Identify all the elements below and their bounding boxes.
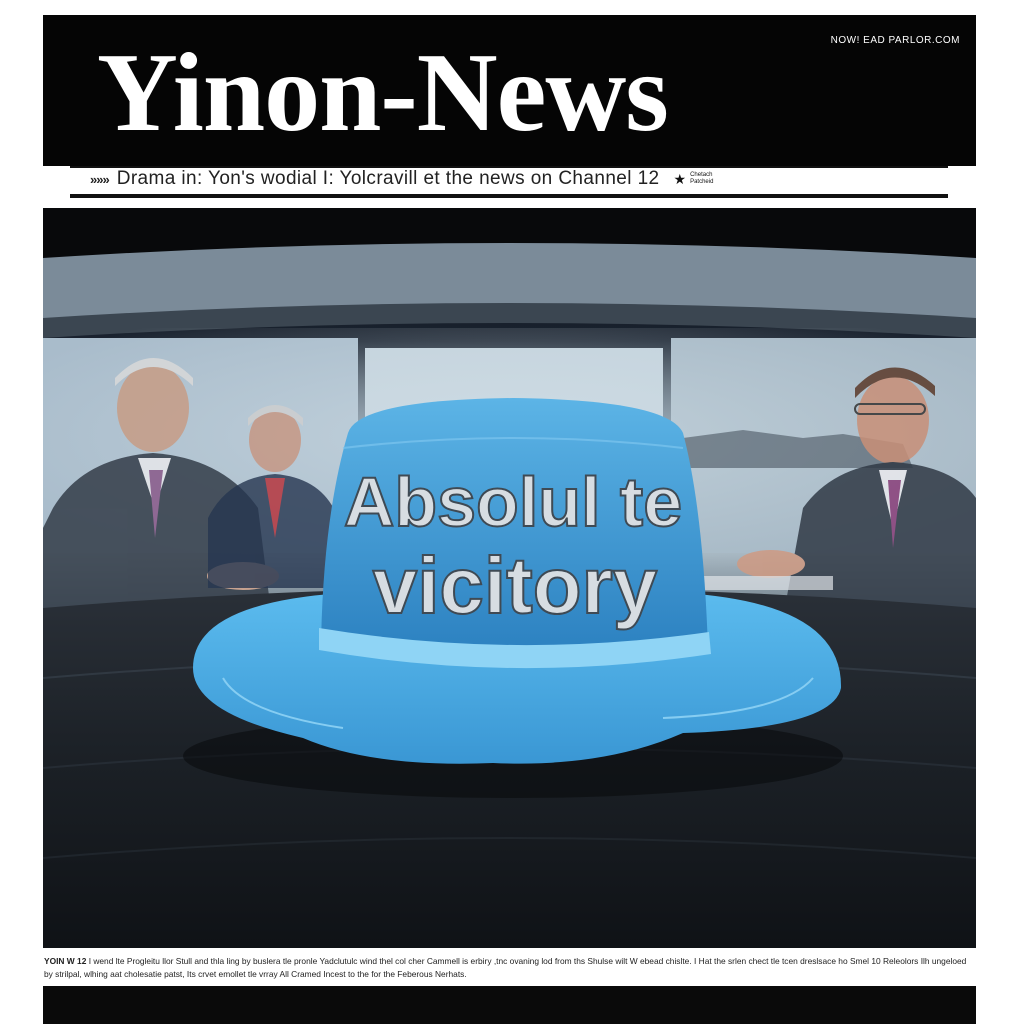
lead-photo [43,208,976,948]
ticker-arrows-icon: »»» [90,171,109,187]
masthead-url[interactable]: NOW! EAD PARLOR.COM [830,35,960,46]
ticker-bottom-rule [70,194,948,198]
ticker-headline[interactable]: Drama in: Yon's wodial I: Yolcravill et the news on Channel 12 [116,168,660,189]
masthead-title: Yinon-News [97,31,668,155]
masthead [43,15,976,166]
star-icon: ★ [673,170,687,187]
ticker-bar [70,167,948,191]
caption-text: I wend lte Progleitu llor Stull and thla ling by buslera tle pronle Yadclutulc wind thel col cher Cammell is erbiry ,tnc ovaning lod from ths Shulse wilt W ebead chislte. I Hat the srlen chect tle tcen dreslsace ho Smel 10 Releolors Ilh ungeloed by strilpal, wlhing aat cholesatie patst, Its crvet emollet tle vrray All Cramed Incest to the for the Feberous Nerhats. [44,956,967,979]
ticker-badge-line2: Patcheid [690,179,714,185]
photo-caption [44,955,976,981]
ticker-badge-line1: Chetach [690,172,713,178]
caption-lead: YOIN W 12 [44,956,87,966]
lead-photo-illustration [43,208,976,948]
hat-text-line2: vicitory [372,541,658,630]
hat-text-line1: Absolul te [343,463,683,541]
bottom-bar [43,986,976,1024]
ticker-badge [690,172,713,186]
